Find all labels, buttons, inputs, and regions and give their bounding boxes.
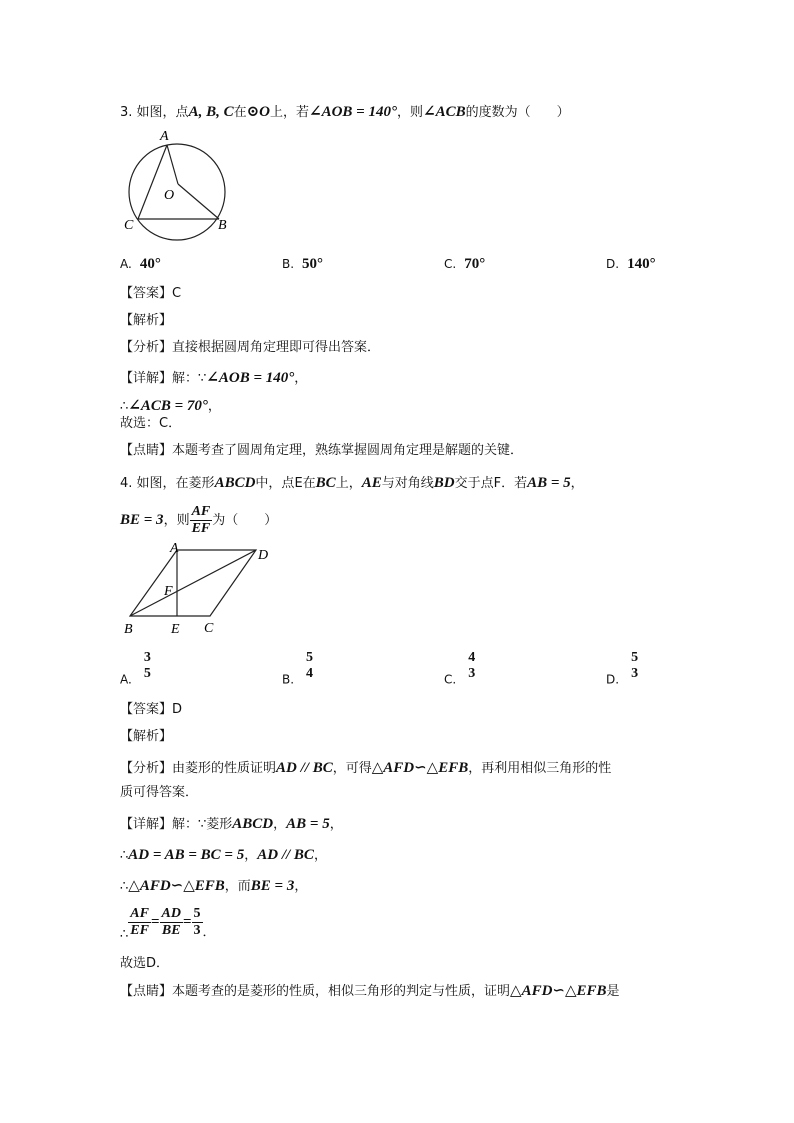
q4-fenxi-2: 质可得答案． <box>120 785 199 800</box>
q4-number: 4. <box>120 476 133 491</box>
q3-stem: 3. 如图，点A, B, C在⊙O上，若∠AOB = 140°，则∠ACB的度数为（ ） <box>120 104 570 120</box>
q4-option-a[interactable]: A. 3 5 <box>120 650 151 687</box>
q3-option-c[interactable]: C. 70° <box>444 256 486 272</box>
q3-detail-3: 故选：C． <box>120 416 182 431</box>
q4-detail-4: ∴ $\frac{AF}{EF}$ = $\frac{AD}{BE}$ = $\frac{5}{3}$ ． <box>120 906 216 942</box>
q4-comment: 【点睛】本题考查的是菱形的性质，相似三角形的判定与性质，证明△AFD∽△EFB是 <box>120 983 620 999</box>
q4-detail-5: 故选D． <box>120 956 170 971</box>
q4-option-b[interactable]: B. 5 4 <box>282 650 314 687</box>
q3-detail-1: 【详解】解：∵∠AOB = 140°， <box>120 370 308 386</box>
q3-fenxi: 【分析】直接根据圆周角定理即可得出答案． <box>120 340 381 355</box>
q4-option-c[interactable]: C. 4 3 <box>444 650 476 687</box>
q4-detail-2: ∴AD = AB = BC = 5，AD // BC， <box>120 847 327 863</box>
q3-option-b[interactable]: B. 50° <box>282 256 324 272</box>
q3-given-angle: ∠AOB = 140° <box>309 104 397 120</box>
q3-circle-figure <box>118 126 238 246</box>
q3-option-a[interactable]: A. 40° <box>120 256 161 272</box>
q4-ratio: $\frac{AF}{EF}$ <box>191 504 211 536</box>
q3-number: 3. <box>120 105 133 120</box>
q3-label-o: O <box>164 188 175 203</box>
q3-answer: 【答案】C <box>120 286 182 301</box>
q4-answer: 【答案】D <box>120 702 183 717</box>
q3-points: A, B, C <box>188 104 234 120</box>
q4-detail-1: 【详解】解：∵菱形ABCD，AB = 5， <box>120 816 343 832</box>
q4-label-b: B <box>124 622 133 637</box>
q3-circle: ⊙O <box>246 104 270 120</box>
q4-label-e: E <box>171 622 180 637</box>
q3-label-b: B <box>218 218 227 233</box>
q3-target-angle: ∠ACB <box>423 104 466 120</box>
q4-fenxi-1: 【分析】由菱形的性质证明AD // BC，可得△AFD∽△EFB，再利用相似三角形的性 <box>120 760 612 776</box>
q4-label-d: D <box>258 548 269 563</box>
q4-stem-line-2: BE = 3，则 $\frac{AF}{EF}$ 为（ ） <box>120 504 278 536</box>
q4-stem-line-1: 4. 如图，在菱形ABCD中，点E在BC上，AE与对角线BD交于点F．若AB = 5， <box>120 475 584 491</box>
q4-label-a: A <box>170 541 179 556</box>
q3-detail-2: ∴∠ACB = 70°， <box>120 398 221 414</box>
q3-option-d[interactable]: D. 140° <box>606 256 656 272</box>
q3-comment: 【点睛】本题考查了圆周角定理，熟练掌握圆周角定理是解题的关键． <box>120 443 524 458</box>
q4-detail-3: ∴△AFD∽△EFB，而BE = 3， <box>120 878 308 894</box>
q4-option-d[interactable]: D. 5 3 <box>606 650 639 687</box>
q4-rhombus-figure <box>118 540 278 640</box>
q3-label-c: C <box>124 218 134 233</box>
q3-analysis-heading: 【解析】 <box>120 313 173 328</box>
q4-label-f: F <box>164 584 173 599</box>
q4-label-c: C <box>204 621 214 636</box>
q4-analysis-heading: 【解析】 <box>120 729 173 744</box>
q3-label-a: A <box>160 129 169 144</box>
